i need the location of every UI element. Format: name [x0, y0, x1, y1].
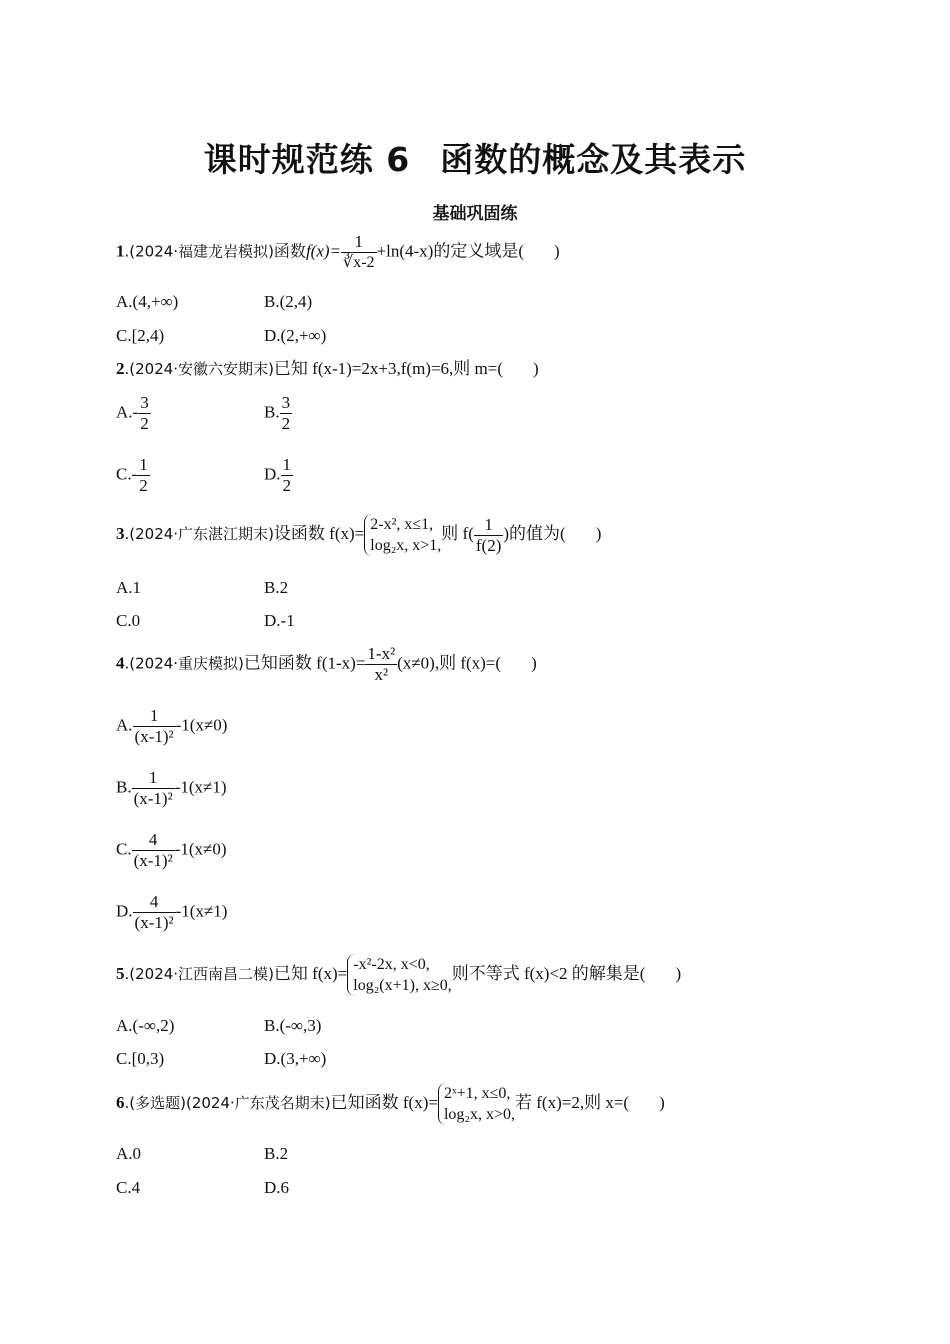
- fraction-numerator: 3: [140, 393, 149, 412]
- section-subtitle: 基础巩固练: [432, 204, 518, 224]
- fraction-denominator: (x-1)²: [133, 851, 173, 870]
- answer-paren: ): [554, 241, 560, 261]
- option-c: C.[2,4): [116, 326, 165, 345]
- question-number: 5: [116, 963, 125, 983]
- title-main: 课时规范练 6: [203, 140, 411, 179]
- option-b: B.2: [264, 1144, 289, 1163]
- option-c: C.0: [116, 611, 141, 630]
- option-c: [116, 455, 150, 496]
- option-a: [116, 393, 151, 434]
- fraction-denominator: (x-1)²: [134, 727, 174, 746]
- option-b: B.2: [264, 578, 289, 597]
- question-source: .(2024·江西南昌二模): [124, 964, 274, 983]
- option-b: [264, 393, 292, 434]
- option-d: [116, 892, 227, 933]
- option-a: A.(-∞,2): [116, 1016, 175, 1035]
- question-tail: 则不等式 f(x)<2 的解集是(: [451, 963, 646, 983]
- piecewise-case: log₂x, x>0,: [443, 1106, 515, 1123]
- question-tail: )的值为(: [503, 523, 566, 543]
- piecewise-case: 2-x², x≤1,: [370, 516, 434, 533]
- option-label: C.: [116, 839, 132, 859]
- option-label: B.: [116, 777, 132, 797]
- fraction-numerator: 1-x²: [367, 644, 396, 663]
- question-source: .(多选题)(2024·广东茂名期末): [124, 1093, 331, 1112]
- fraction: [137, 455, 150, 496]
- option-c: C.4: [116, 1178, 141, 1197]
- option-a: A.(4,+∞): [116, 292, 179, 311]
- question-1: [116, 232, 560, 273]
- fraction-numerator: 1: [484, 514, 493, 534]
- fraction: [132, 830, 175, 871]
- fraction-denominator: x²: [365, 664, 397, 685]
- question-tail: +ln(4-x)的定义域是(: [376, 241, 524, 261]
- option-label: D.: [264, 464, 281, 484]
- fraction-numerator: 1: [282, 455, 292, 474]
- option-c: C.[0,3): [116, 1049, 165, 1068]
- question-text: 已知 f(x-1)=2x+3,f(m)=6,则 m=(: [273, 359, 504, 378]
- option-b: [116, 768, 227, 809]
- piecewise-brace: [364, 514, 441, 556]
- option-tail: -1(x≠0): [175, 715, 228, 735]
- piecewise-case: log₂x, x>1,: [370, 537, 442, 554]
- fraction-numerator: 1: [148, 768, 158, 787]
- option-d: D.(3,+∞): [264, 1049, 327, 1068]
- option-b: B.(-∞,3): [264, 1016, 322, 1035]
- fraction: [133, 706, 176, 747]
- option-tail: -1(x≠1): [174, 777, 227, 797]
- option-label: A.-: [116, 402, 139, 422]
- answer-paren: ): [595, 523, 602, 543]
- fraction: [133, 892, 176, 933]
- answer-paren: ): [533, 359, 539, 378]
- function-label: f(x)=: [305, 241, 341, 261]
- question-text: 函数: [273, 241, 306, 261]
- answer-paren: ): [531, 653, 537, 673]
- fraction-denominator: 2: [139, 476, 148, 495]
- fraction: [138, 393, 151, 434]
- question-text: 设函数 f(x)=: [273, 523, 365, 543]
- question-number: 6: [116, 1092, 125, 1112]
- question-6: [116, 1083, 665, 1125]
- option-label: A.: [116, 715, 133, 735]
- option-c: [116, 830, 227, 871]
- fraction-numerator: 1: [354, 232, 364, 251]
- fraction-denominator: (x-1)²: [134, 913, 174, 932]
- fraction: [474, 515, 503, 556]
- option-d: D.6: [264, 1178, 290, 1197]
- title-topic: 函数的概念及其表示: [440, 140, 747, 179]
- question-text-mid: 则 f(: [441, 523, 474, 543]
- answer-paren: ): [659, 1092, 665, 1112]
- question-number: 4: [116, 653, 125, 673]
- piecewise-brace: [438, 1083, 515, 1125]
- option-d: D.-1: [264, 611, 295, 630]
- question-number: 1: [116, 241, 125, 261]
- option-d: [264, 455, 293, 496]
- option-a: A.1: [116, 578, 142, 597]
- option-label: B.: [264, 402, 280, 422]
- question-number: 3: [116, 523, 125, 543]
- fraction-numerator: 3: [281, 393, 291, 412]
- piecewise-case: -x²-2x, x<0,: [353, 956, 430, 973]
- fraction: [281, 455, 294, 496]
- fraction: [280, 393, 293, 434]
- question-source: .(2024·广东湛江期末): [124, 524, 274, 543]
- option-b: B.(2,4): [264, 292, 313, 311]
- question-tail: 若 f(x)=2,则 x=(: [515, 1092, 630, 1112]
- page-title: [0, 134, 950, 181]
- option-d: D.(2,+∞): [264, 326, 327, 345]
- question-source: .(2024·安徽六安期末): [124, 360, 274, 378]
- fraction: [132, 768, 175, 809]
- fraction-numerator: 4: [148, 830, 158, 849]
- question-text: 已知函数 f(1-x)=: [243, 653, 366, 673]
- answer-paren: ): [675, 963, 682, 983]
- fraction-denominator: 2: [281, 414, 291, 433]
- option-tail: -1(x≠1): [175, 901, 228, 921]
- piecewise-case: log₂(x+1), x≥0,: [353, 977, 452, 994]
- piecewise-case: 2ˣ+1, x≤0,: [443, 1085, 511, 1102]
- question-text: 已知 f(x)=: [273, 963, 348, 983]
- fraction-denominator: ∛x-2: [343, 254, 375, 271]
- option-label: C.-: [116, 464, 138, 484]
- fraction: [341, 232, 377, 273]
- question-text: 已知函数 f(x)=: [330, 1092, 438, 1112]
- fraction-numerator: 1: [149, 706, 159, 725]
- piecewise-brace: [347, 954, 451, 996]
- fraction-denominator: f(2): [475, 535, 502, 555]
- question-number: 2: [116, 359, 125, 378]
- fraction-numerator: 4: [149, 892, 159, 911]
- question-tail: (x≠0),则 f(x)=(: [397, 653, 502, 673]
- question-2: [116, 359, 539, 379]
- option-a: A.0: [116, 1144, 142, 1163]
- question-4: [116, 644, 537, 685]
- fraction-denominator: 2: [140, 414, 149, 433]
- option-tail: -1(x≠0): [174, 839, 227, 859]
- fraction-numerator: 1: [139, 455, 148, 474]
- fraction: [365, 644, 397, 685]
- fraction-denominator: (x-1)²: [133, 789, 173, 808]
- question-source: .(2024·福建龙岩模拟): [124, 242, 274, 261]
- option-a: [116, 706, 227, 747]
- question-5: [116, 954, 681, 996]
- option-label: D.: [116, 901, 133, 921]
- question-source: .(2024·重庆模拟): [124, 654, 244, 673]
- question-3: [116, 514, 601, 556]
- fraction-denominator: 2: [282, 476, 292, 495]
